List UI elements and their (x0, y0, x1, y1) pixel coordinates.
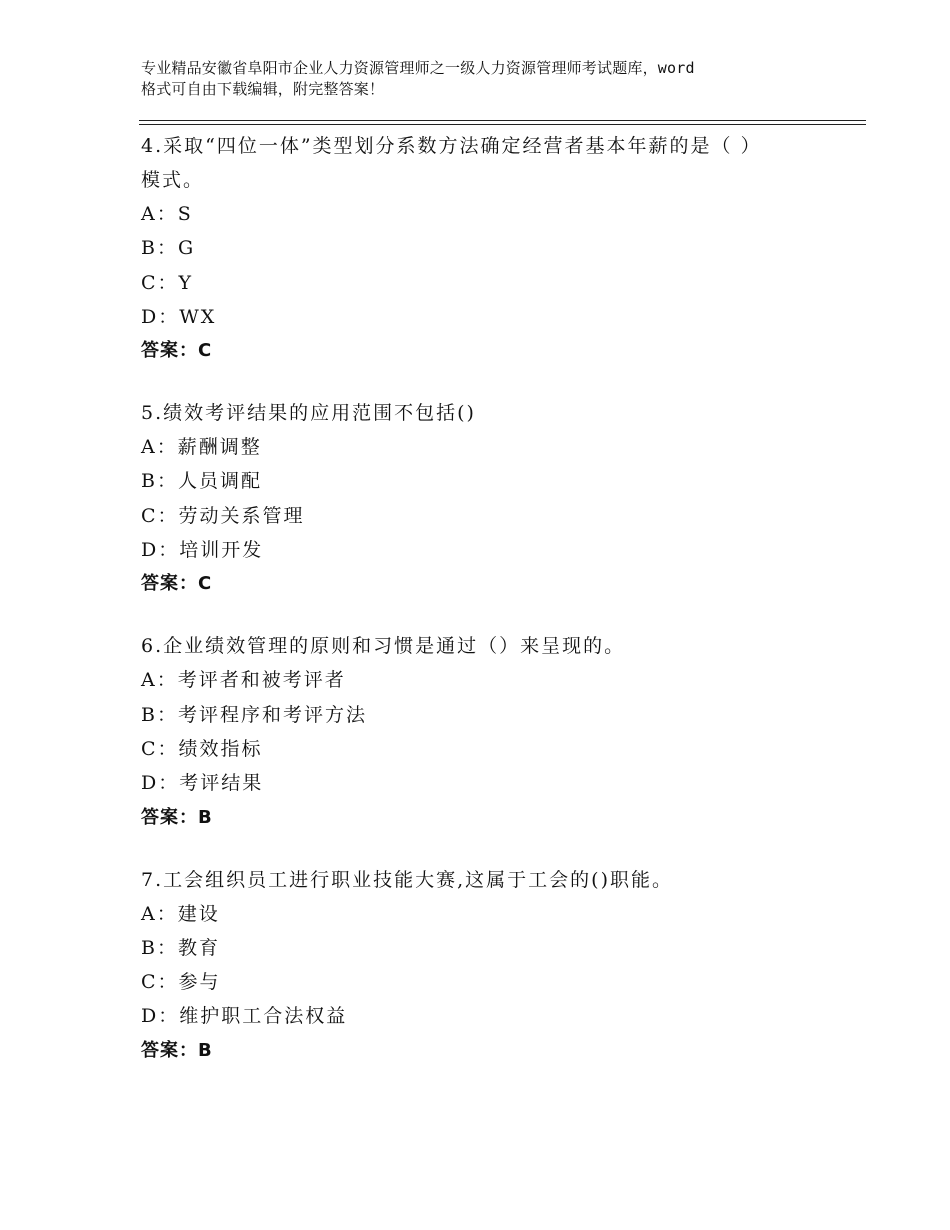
option-d: D：WX (141, 305, 217, 328)
header-title-line-2: 格式可自由下载编辑，附完整答案！ (141, 80, 385, 98)
option-b: B：人员调配 (141, 470, 262, 493)
question-list (141, 129, 861, 1096)
question-stem-line: 7.工会组织员工进行职业技能大赛,这属于工会的()职能。 (141, 868, 673, 891)
question-stem-line: 6.企业绩效管理的原则和习惯是通过（）来呈现的。 (141, 635, 626, 658)
header-title-line-1: 专业精品安徽省阜阳市企业人力资源管理师之一级人力资源管理师考试题库，word (141, 59, 695, 77)
document-header (141, 58, 841, 100)
question-stem-line: 模式。 (141, 169, 205, 191)
header-divider-top (139, 120, 866, 121)
answer-label: 答案：C (141, 573, 213, 595)
option-c: C：绩效指标 (141, 737, 263, 760)
option-a: A：考评者和被考评者 (141, 669, 346, 692)
question-stem (141, 863, 801, 897)
option-b: B：教育 (141, 936, 220, 959)
question-5 (141, 396, 861, 601)
option-b: B：G (141, 237, 196, 260)
option-a: A：S (141, 203, 193, 225)
option-d: D：维护职工合法权益 (141, 1005, 348, 1028)
question-7 (141, 863, 861, 1068)
answer-label: 答案：C (141, 340, 213, 362)
question-stem (141, 129, 801, 197)
answer-label: 答案：B (141, 1039, 213, 1061)
option-b: B：考评程序和考评方法 (141, 703, 367, 726)
option-c: C：劳动关系管理 (141, 504, 305, 527)
question-stem-line: 4.采取“四位一体”类型划分系数方法确定经营者基本年薪的是（ ） (141, 135, 762, 157)
question-stem-line: 5.绩效考评结果的应用范围不包括() (141, 402, 476, 425)
question-stem (141, 629, 801, 663)
option-c: C：参与 (141, 971, 221, 994)
option-c: C：Y (141, 271, 194, 294)
option-a: A：建设 (141, 902, 220, 925)
question-stem (141, 396, 801, 430)
option-d: D：考评结果 (141, 772, 264, 795)
answer-label: 答案：B (141, 806, 213, 828)
question-4 (141, 129, 861, 368)
option-a: A：薪酬调整 (141, 436, 262, 459)
option-d: D：培训开发 (141, 539, 264, 562)
header-divider-bottom (139, 124, 866, 125)
question-6 (141, 629, 861, 834)
